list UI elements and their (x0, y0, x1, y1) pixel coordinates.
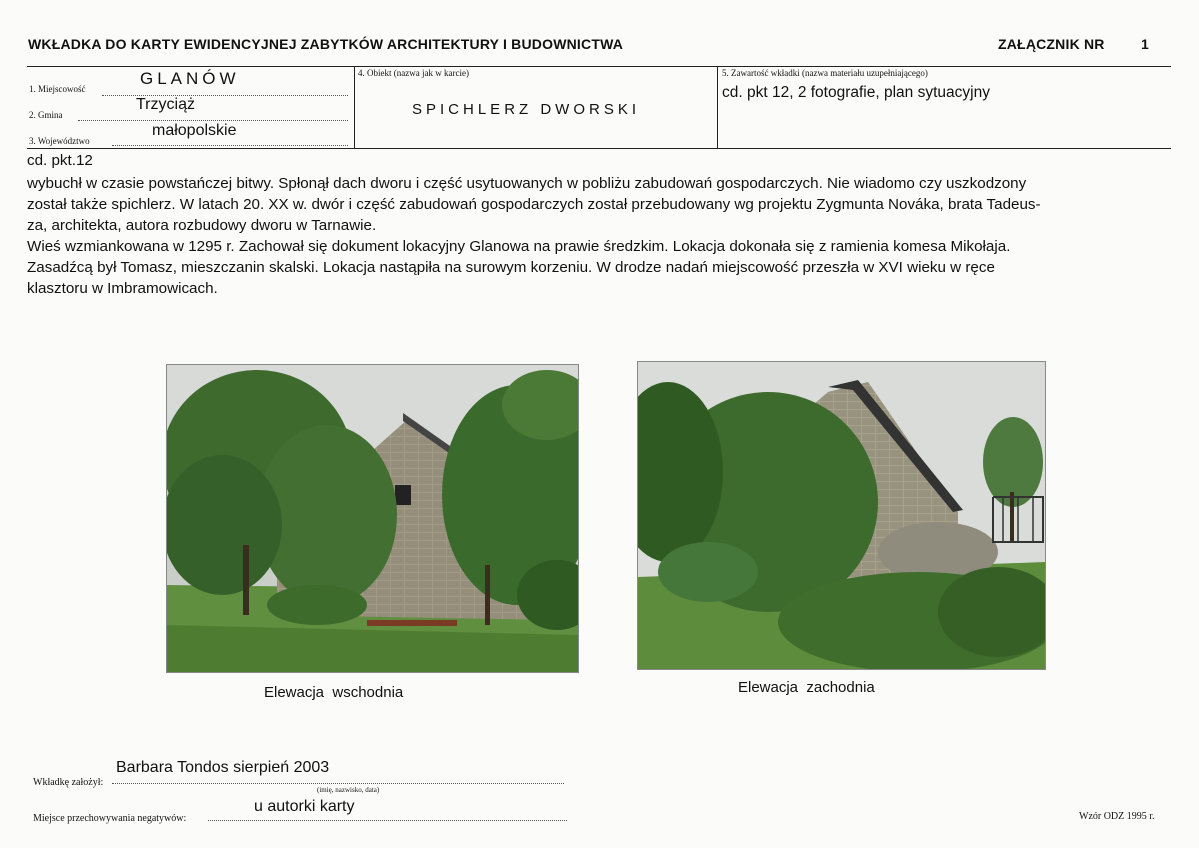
form-bottom-rule (27, 148, 1171, 149)
object-label: 4. Obiekt (nazwa jak w karcie) (358, 68, 469, 78)
form-divider-2 (717, 67, 718, 148)
created-by-hint: (imię, nazwisko, data) (317, 786, 380, 794)
object-value: SPICHLERZ DWORSKI (412, 101, 641, 118)
document-title: WKŁADKA DO KARTY EWIDENCYJNEJ ZABYTKÓW ARCHITEKTURY I BUDOWNICTWA (28, 36, 624, 52)
photo-east-elevation (166, 364, 579, 673)
negatives-label: Miejsce przechowywania negatywów: (33, 813, 187, 824)
granary-west-illustration (638, 362, 1045, 669)
photo-west-elevation (637, 361, 1046, 670)
commune-value: Trzyciąż (136, 96, 195, 113)
province-dotline (112, 145, 348, 146)
form-top-rule (27, 66, 1171, 67)
photo-west-caption: Elewacja zachodnia (738, 679, 875, 696)
paragraph-1-line: wybuchł w czasie powstańczej bitwy. Spłonął dach dworu i część usytuowanych w pobliżu zabudowań gospodarczych. Nie wiadomo czy uszkodzony (27, 175, 1027, 192)
paragraph-2-line: Zasadźcą był Tomasz, mieszczanin skalski. Lokacja nastąpiła na surowym korzeniu. W drodze nadań miejscowość przeszła w XVI wieku w ręce (27, 259, 995, 276)
form-model-label: Wzór ODZ 1995 r. (1079, 811, 1155, 822)
contents-value: cd. pkt 12, 2 fotografie, plan sytuacyjny (722, 84, 990, 101)
paragraph-2 (27, 236, 1157, 299)
province-value: małopolskie (152, 122, 237, 139)
form-divider-1 (354, 67, 355, 148)
photo-east-caption: Elewacja wschodnia (264, 684, 404, 701)
paragraph-1 (27, 173, 1157, 236)
locality-value: GLANÓW (140, 69, 240, 88)
attachment-label: ZAŁĄCZNIK NR (998, 36, 1105, 52)
province-label: 3. Województwo (29, 136, 90, 146)
attachment-number: 1 (1141, 36, 1149, 52)
negatives-value: u autorki karty (254, 798, 355, 815)
paragraph-1-line: został także spichlerz. W latach 20. XX w. dwór i część zabudowań gospodarczych został przebudowany wg projektu Zygmunta Nováka, brata Tadeus- (27, 196, 1041, 213)
paragraph-2-line: klasztoru w Imbramowicach. (27, 280, 218, 297)
contents-label: 5. Zawartość wkładki (nazwa materiału uzupełniającego) (722, 68, 928, 78)
paragraph-2-line: Wieś wzmiankowana w 1295 r. Zachował się dokument lokacyjny Glanowa na prawie średzkim. Lokacja dokonała się z ramienia komesa Mikołaja. (27, 238, 1011, 255)
created-by-value: Barbara Tondos sierpień 2003 (116, 759, 330, 776)
granary-east-illustration (167, 365, 578, 672)
created-by-dotline (112, 783, 564, 784)
locality-label: 1. Miejscowość (29, 84, 86, 94)
commune-label: 2. Gmina (29, 110, 63, 120)
commune-dotline (78, 120, 348, 121)
paragraph-1-line: za, architekta, autora rozbudowy dworu w Tarnawie. (27, 217, 377, 234)
created-by-label: Wkładkę założył: (33, 777, 104, 788)
continuation-label: cd. pkt.12 (27, 152, 93, 169)
negatives-dotline (208, 820, 567, 821)
